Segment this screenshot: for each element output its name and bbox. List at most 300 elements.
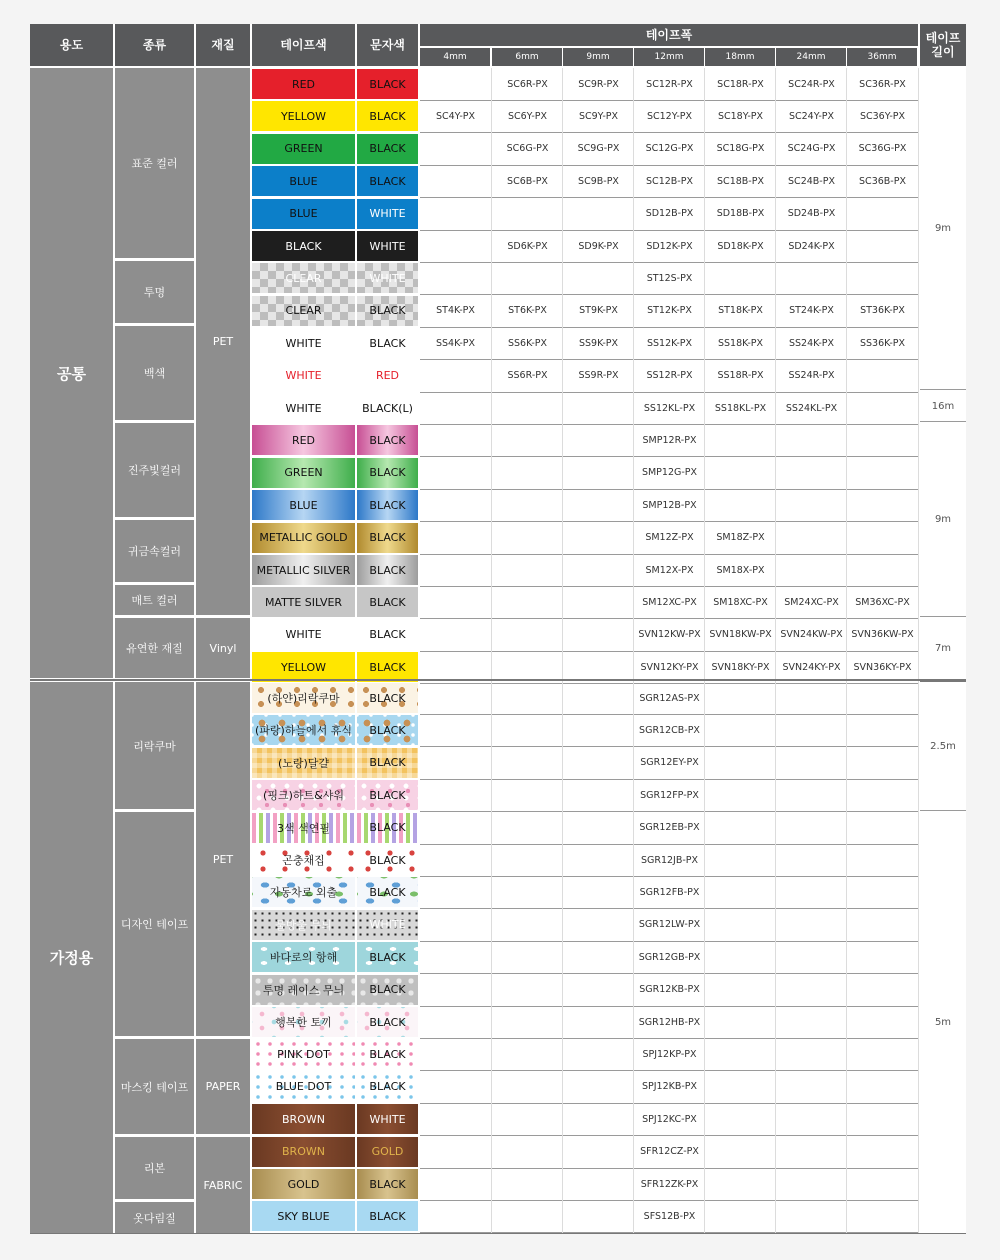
- product-code: SPJ12KC-PX: [642, 1113, 697, 1125]
- product-code: SD24B-PX: [787, 208, 836, 220]
- length-2-5m: 2.5m: [930, 740, 956, 752]
- type-clear: 투명: [115, 261, 194, 323]
- product-code: [420, 715, 491, 745]
- product-code: [563, 1039, 634, 1069]
- text-color-swatch: [357, 1072, 418, 1102]
- product-code: SC36B-PX: [859, 175, 906, 187]
- header-width-6: 36mm: [847, 48, 917, 66]
- product-code: [420, 1201, 491, 1231]
- product-code: [776, 715, 847, 745]
- product-code: [420, 1039, 491, 1069]
- text-color-swatch: [357, 199, 418, 229]
- product-code: ST9K-PX: [579, 305, 618, 317]
- text-color-label: WHITE: [369, 239, 406, 253]
- product-code: [847, 523, 918, 553]
- text-color-swatch: [357, 1201, 418, 1231]
- type-masking: 마스킹 테이프: [115, 1039, 194, 1134]
- product-code: [705, 1104, 776, 1134]
- text-color-swatch: [357, 652, 418, 682]
- product-code: SC36G-PX: [858, 143, 907, 155]
- text-color-label: BLACK: [369, 498, 406, 512]
- text-color-label: BLACK: [369, 723, 406, 737]
- tape-color-swatch: [252, 942, 355, 972]
- product-code: [776, 845, 847, 875]
- header-width-0: 4mm: [420, 48, 490, 66]
- text-color-swatch: [357, 942, 418, 972]
- text-color-label: BLACK: [369, 563, 406, 577]
- type-standard-color: 표준 컬러: [115, 68, 194, 258]
- tape-color-swatch: [252, 1007, 355, 1037]
- product-code: SFR12ZK-PX: [640, 1178, 699, 1190]
- product-code: SC18R-PX: [717, 78, 764, 90]
- usage-common: 공통: [30, 68, 113, 678]
- product-code: ST18K-PX: [718, 305, 763, 317]
- product-code: [847, 199, 918, 229]
- product-code: [420, 393, 491, 423]
- tape-color-swatch: [252, 1039, 355, 1069]
- product-code: [776, 263, 847, 293]
- type-rilakkuma: 리락쿠마: [115, 682, 194, 809]
- product-code: SPJ12KP-PX: [642, 1048, 697, 1060]
- text-color-label: BLACK: [369, 660, 406, 674]
- product-code: [847, 942, 918, 972]
- product-code: [705, 975, 776, 1005]
- product-code: [847, 490, 918, 520]
- text-color-swatch: [357, 69, 418, 99]
- text-color-label: BLACK: [369, 174, 406, 188]
- tape-color-label: BLACK: [285, 239, 322, 253]
- product-code: [776, 780, 847, 810]
- text-color-swatch: [357, 1104, 418, 1134]
- product-code: [492, 620, 563, 650]
- product-code: [705, 780, 776, 810]
- header-type: 종류: [115, 24, 194, 66]
- product-code: SFS12B-PX: [643, 1210, 696, 1222]
- tape-color-swatch: [252, 910, 355, 940]
- product-code: [563, 263, 634, 293]
- product-code: [847, 1169, 918, 1199]
- product-code: [563, 715, 634, 745]
- product-code: [492, 1169, 563, 1199]
- tape-color-label: 바다로의 항해: [269, 951, 338, 965]
- product-code: [492, 780, 563, 810]
- length-5m: 5m: [934, 1017, 952, 1028]
- product-code: SS12KL-PX: [643, 402, 696, 414]
- product-code: SC24Y-PX: [788, 110, 835, 122]
- type-matte: 매트 컬러: [115, 585, 194, 615]
- product-code: SVN36KY-PX: [853, 661, 912, 673]
- product-code: [847, 231, 918, 261]
- product-code: [420, 231, 491, 261]
- text-color-label: BLACK: [369, 885, 406, 899]
- product-code: [563, 748, 634, 778]
- product-code: SVN18KW-PX: [709, 629, 772, 641]
- tape-color-label: MATTE SILVER: [264, 595, 343, 609]
- product-code: [492, 425, 563, 455]
- length-7m: 7m: [934, 643, 952, 654]
- text-color-swatch: [357, 393, 418, 423]
- product-code: SC9R-PX: [578, 78, 619, 90]
- tape-color-label: GREEN: [284, 466, 323, 480]
- tape-color-label: METALLIC SILVER: [256, 563, 351, 577]
- product-code: [776, 877, 847, 907]
- product-code: ST24K-PX: [789, 305, 834, 317]
- text-color-label: BLACK: [369, 1209, 406, 1223]
- tape-color-label: WHITE: [285, 336, 322, 350]
- product-code: [492, 1104, 563, 1134]
- text-color-swatch: [357, 910, 418, 940]
- product-code: SGR12GB-PX: [638, 951, 701, 963]
- product-code: SC12B-PX: [646, 175, 693, 187]
- product-code: [563, 942, 634, 972]
- product-code: SGR12AS-PX: [639, 692, 700, 704]
- product-code: [705, 942, 776, 972]
- product-code: SD12K-PX: [646, 240, 693, 252]
- tape-color-label: BROWN: [282, 1112, 325, 1126]
- type-design: 디자인 테이프: [115, 812, 194, 1036]
- product-code: SVN12KY-PX: [640, 661, 699, 673]
- product-code: [776, 975, 847, 1005]
- tape-color-label: 투명 레이스 무늬: [262, 983, 345, 997]
- tape-color-label: RED: [291, 433, 316, 447]
- product-code: [420, 490, 491, 520]
- usage-home: 가정용: [30, 682, 113, 1233]
- product-code: [776, 813, 847, 843]
- tape-color-swatch: [252, 845, 355, 875]
- product-code: [563, 1007, 634, 1037]
- tape-color-label: BLUE: [289, 174, 318, 188]
- product-code: [563, 425, 634, 455]
- product-code: SGR12FP-PX: [640, 789, 699, 801]
- text-color-swatch: [357, 425, 418, 455]
- type-pearl: 진주빛컬러: [115, 423, 194, 517]
- product-code: SC4Y-PX: [435, 110, 476, 122]
- product-code: [420, 134, 491, 164]
- product-code: SC18Y-PX: [717, 110, 764, 122]
- product-code: [420, 780, 491, 810]
- product-code: [776, 1201, 847, 1231]
- product-code: [492, 845, 563, 875]
- tape-color-swatch: [252, 458, 355, 488]
- product-code: SGR12EY-PX: [640, 757, 699, 769]
- header-tape-length: 테이프 길이: [920, 24, 966, 66]
- text-color-label: WHITE: [369, 207, 406, 221]
- product-code: SC12G-PX: [645, 143, 694, 155]
- text-color-swatch: [357, 361, 418, 391]
- product-code: [420, 69, 491, 99]
- tape-color-label: CLEAR: [285, 304, 322, 318]
- header-tape-width: 테이프폭: [420, 24, 918, 46]
- product-code: [420, 877, 491, 907]
- product-code: SC12R-PX: [646, 78, 693, 90]
- product-code: SS9R-PX: [578, 370, 619, 382]
- tape-color-label: BLUE: [289, 498, 318, 512]
- tape-color-label: YELLOW: [280, 109, 327, 123]
- product-code: SM12X-PX: [645, 564, 694, 576]
- text-color-swatch: [357, 813, 418, 843]
- product-code: [776, 425, 847, 455]
- product-code: [563, 813, 634, 843]
- tape-color-swatch: [252, 328, 355, 358]
- product-code: SGR12HB-PX: [638, 1016, 701, 1028]
- product-code: [492, 813, 563, 843]
- product-code: SC9Y-PX: [578, 110, 619, 122]
- tape-color-swatch: [252, 1137, 355, 1167]
- product-code: SS18K-PX: [717, 337, 764, 349]
- text-color-label: BLACK: [369, 1047, 406, 1061]
- material-pet-common: PET: [196, 68, 250, 615]
- product-code: [847, 910, 918, 940]
- tape-color-swatch: [252, 199, 355, 229]
- product-code: [847, 748, 918, 778]
- product-code: [492, 393, 563, 423]
- product-code: [705, 748, 776, 778]
- tape-color-swatch: [252, 296, 355, 326]
- tape-spec-table: [30, 24, 966, 1234]
- product-code: SC12Y-PX: [646, 110, 693, 122]
- text-color-swatch: [357, 263, 418, 293]
- product-code: [776, 555, 847, 585]
- tape-color-label: 자동차로 외출: [269, 886, 338, 900]
- product-code: [492, 877, 563, 907]
- product-code: [492, 199, 563, 229]
- product-code: SS4K-PX: [435, 337, 475, 349]
- tape-color-label: BLUE: [289, 207, 318, 221]
- product-code: SS24KL-PX: [785, 402, 838, 414]
- text-color-label: BLACK: [369, 821, 406, 835]
- product-code: ST12K-PX: [647, 305, 692, 317]
- tape-color-label: PINK DOT: [277, 1047, 330, 1061]
- tape-color-swatch: [252, 263, 355, 293]
- tape-color-label: WHITE: [285, 628, 322, 642]
- type-metallic: 귀금속컬러: [115, 520, 194, 582]
- product-code: SGR12JB-PX: [640, 854, 699, 866]
- product-code: SVN12KW-PX: [638, 629, 701, 641]
- tape-color-label: BROWN: [282, 1145, 325, 1159]
- product-code: [776, 1137, 847, 1167]
- text-color-label: BLACK: [369, 756, 406, 770]
- product-code: [420, 555, 491, 585]
- material-fabric: FABRIC: [196, 1137, 250, 1233]
- product-code: [705, 715, 776, 745]
- product-code: SPJ12KB-PX: [641, 1081, 698, 1093]
- product-code: [847, 1072, 918, 1102]
- product-code: [705, 1007, 776, 1037]
- product-code: SMP12R-PX: [642, 434, 697, 446]
- product-code: [776, 490, 847, 520]
- product-code: SGR12CB-PX: [639, 724, 700, 736]
- length-9m-a: 9m: [934, 222, 952, 234]
- product-code: [563, 620, 634, 650]
- tape-color-swatch: [252, 748, 355, 778]
- text-color-swatch: [357, 1039, 418, 1069]
- product-code: SGR12EB-PX: [639, 822, 700, 834]
- product-code: [420, 1007, 491, 1037]
- product-code: [563, 845, 634, 875]
- text-color-swatch: [357, 523, 418, 553]
- text-color-label: BLACK: [369, 142, 406, 156]
- product-code: [847, 683, 918, 713]
- tape-color-swatch: [252, 715, 355, 745]
- tape-color-swatch: [252, 1169, 355, 1199]
- tape-color-label: 물방울 무늬: [275, 918, 332, 932]
- tape-color-label: GOLD: [287, 1177, 320, 1191]
- type-iron-on: 옷다림질: [115, 1202, 194, 1233]
- product-code: [420, 1137, 491, 1167]
- text-color-swatch: [357, 101, 418, 131]
- product-code: [563, 523, 634, 553]
- text-color-label: BLACK: [369, 336, 406, 350]
- tape-color-label: GREEN: [284, 142, 323, 156]
- text-color-swatch: [357, 490, 418, 520]
- material-pet-home: PET: [196, 682, 250, 1036]
- product-code: [705, 1201, 776, 1231]
- product-code: [492, 490, 563, 520]
- tape-color-swatch: [252, 975, 355, 1005]
- product-code: [492, 715, 563, 745]
- text-color-label: WHITE: [369, 271, 406, 285]
- product-code: [705, 263, 776, 293]
- product-code: SC6G-PX: [506, 143, 549, 155]
- product-code: SC18B-PX: [717, 175, 764, 187]
- tape-color-swatch: [252, 652, 355, 682]
- text-color-label: BLACK: [369, 628, 406, 642]
- product-code: [847, 975, 918, 1005]
- text-color-swatch: [357, 877, 418, 907]
- product-code: [492, 1007, 563, 1037]
- product-code: [847, 877, 918, 907]
- product-code: [492, 263, 563, 293]
- product-code: SC36Y-PX: [859, 110, 906, 122]
- product-code: SC9G-PX: [577, 143, 620, 155]
- tape-color-label: 곤충채집: [282, 854, 325, 867]
- product-code: ST36K-PX: [860, 305, 905, 317]
- product-code: [420, 587, 491, 617]
- tape-color-swatch: [252, 1104, 355, 1134]
- header-width-3: 12mm: [634, 48, 704, 66]
- tape-color-label: WHITE: [285, 401, 322, 415]
- text-color-swatch: [357, 555, 418, 585]
- product-code: [776, 748, 847, 778]
- product-code: SS12R-PX: [646, 370, 693, 382]
- tape-color-swatch: [252, 490, 355, 520]
- product-code: SS24K-PX: [788, 337, 835, 349]
- text-color-swatch: [357, 845, 418, 875]
- product-code: [705, 1039, 776, 1069]
- product-code: SD18K-PX: [717, 240, 764, 252]
- text-color-label: BLACK: [369, 109, 406, 123]
- product-code: SMP12B-PX: [642, 499, 697, 511]
- product-code: SC18G-PX: [716, 143, 765, 155]
- product-code: [492, 458, 563, 488]
- product-code: [492, 523, 563, 553]
- product-code: SS12K-PX: [646, 337, 693, 349]
- tape-color-swatch: [252, 620, 355, 650]
- product-code: [847, 1039, 918, 1069]
- product-code: [705, 813, 776, 843]
- tape-color-label: 3색 색연필: [277, 821, 330, 835]
- type-flexible: 유연한 재질: [115, 618, 194, 678]
- product-code: [420, 683, 491, 713]
- text-color-swatch: [357, 231, 418, 261]
- product-code: [492, 975, 563, 1005]
- product-code: [705, 1072, 776, 1102]
- product-code: SS18KL-PX: [714, 402, 767, 414]
- product-code: [776, 1072, 847, 1102]
- product-code: [420, 1169, 491, 1199]
- product-code: [563, 877, 634, 907]
- product-code: [492, 652, 563, 682]
- text-color-swatch: [357, 328, 418, 358]
- product-code: SVN36KW-PX: [851, 629, 914, 641]
- product-code: [705, 845, 776, 875]
- product-code: [847, 1201, 918, 1231]
- tape-color-label: WHITE: [285, 369, 322, 383]
- product-code: [776, 942, 847, 972]
- text-color-label: BLACK: [369, 691, 406, 705]
- product-code: [563, 1072, 634, 1102]
- product-code: [492, 910, 563, 940]
- tape-color-swatch: [252, 683, 355, 713]
- tape-color-swatch: [252, 1201, 355, 1231]
- text-color-swatch: [357, 780, 418, 810]
- product-code: [492, 942, 563, 972]
- tape-color-swatch: [252, 166, 355, 196]
- tape-color-swatch: [252, 231, 355, 261]
- product-code: [847, 361, 918, 391]
- header-material: 재질: [196, 24, 250, 66]
- tape-color-swatch: [252, 877, 355, 907]
- text-color-label: BLACK: [369, 853, 406, 867]
- type-ribbon: 리본: [115, 1137, 194, 1199]
- text-color-label: BLACK: [369, 304, 406, 318]
- product-code: [420, 652, 491, 682]
- product-code: [705, 425, 776, 455]
- tape-color-swatch: [252, 101, 355, 131]
- product-code: [563, 780, 634, 810]
- product-code: SFR12CZ-PX: [640, 1146, 699, 1158]
- product-code: SC6Y-PX: [507, 110, 548, 122]
- product-code: SS18R-PX: [717, 370, 764, 382]
- text-color-swatch: [357, 1137, 418, 1167]
- product-code: [847, 845, 918, 875]
- type-white: 백색: [115, 326, 194, 420]
- tape-color-swatch: [252, 1072, 355, 1102]
- text-color-swatch: [357, 1007, 418, 1037]
- product-code: [420, 425, 491, 455]
- text-color-swatch: [357, 296, 418, 326]
- product-code: SM36XC-PX: [855, 596, 910, 608]
- product-code: SGR12LW-PX: [638, 919, 701, 931]
- header-text-color: 문자색: [357, 24, 418, 66]
- tape-color-label: BLUE DOT: [275, 1080, 332, 1094]
- product-code: [420, 166, 491, 196]
- product-code: SS36K-PX: [859, 337, 906, 349]
- text-color-swatch: [357, 683, 418, 713]
- product-code: [420, 523, 491, 553]
- product-code: SS6R-PX: [507, 370, 548, 382]
- product-code: [563, 1137, 634, 1167]
- product-code: [563, 910, 634, 940]
- product-code: SD24K-PX: [788, 240, 835, 252]
- product-code: [420, 1072, 491, 1102]
- header-width-2: 9mm: [563, 48, 633, 66]
- product-code: SS6K-PX: [507, 337, 547, 349]
- text-color-label: BLACK: [369, 531, 406, 545]
- product-code: SD12B-PX: [645, 208, 694, 220]
- product-code: [420, 845, 491, 875]
- product-code: [420, 910, 491, 940]
